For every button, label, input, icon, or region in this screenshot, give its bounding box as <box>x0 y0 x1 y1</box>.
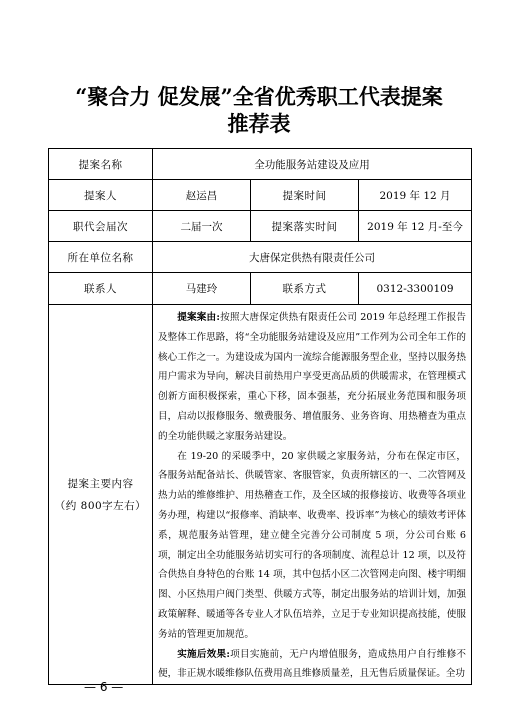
unit-value: 大唐保定供热有限责任公司 <box>153 242 472 273</box>
effect-text: 项目实施前，无户内增值服务，造成热用户自行维修不便，非正规水暖维修队伍费用高且维修质量差，且无售后质量保证。全功 <box>158 648 467 680</box>
proposal-name-label: 提案名称 <box>49 149 153 180</box>
content-body <box>153 305 472 685</box>
row-session <box>49 211 472 242</box>
content-paragraph-3 <box>158 645 466 685</box>
unit-label: 所在单位名称 <box>49 242 153 273</box>
reason-text: 按照大唐保定供热有限责任公司 2019 年总经理工作报告及整体工作思路，将“全功能服务站建设及应用”工作列为公司全年工作的核心工作之一。为建设成为国内一流综合能源服务型企业，坚持以服务热用户需求为导向，解决目前热用户享受更高品质的供暖需求，在管理模式创新方面积极探索，重心下移，固本强基，充分拓展业务范围和服务项目，启动以报修服务、缴费服务、增值服务、业务咨询、用热稽查为重点的全功能供暖之家服务站建设。 <box>158 312 467 442</box>
proposer-value: 赵运昌 <box>153 180 251 211</box>
content-paragraph-2: 在 19-20 的采暖季中，20 家供暖之家服务站，分布在保定市区，各服务站配备站长、供暖管家、客服管家，负责所辖区的一、二次管网及热力站的维修维护、用热稽查工作，及全区域的报修接访、收费等各项业务办理，构建以“报修率、消缺率、收费率、投诉率”为核心的绩效考评体系，规范服务站管理，建立健全完善分公司制度 5 项，分公司台账 6 项，制定出全功能服务站切实可行的各项制度、流程总计 12 项，以及符合供热自身特色的台账 14 项，其中包括小区二次管网走向图、楼宇明细图、小区热用户阀门类型、供暖方式等，制定出服务站的培训计划，加强政策解释、暖通等各专业人才队伍培养，立足于专业知识提高技能，使服务站的管理更加规范。 <box>158 450 467 640</box>
proposal-name-value: 全功能服务站建设及应用 <box>153 149 472 180</box>
reason-heading: 提案案由: <box>177 312 220 323</box>
proposer-label: 提案人 <box>49 180 153 211</box>
row-proposal-name <box>49 149 472 180</box>
page-number: — 6 — <box>84 680 124 694</box>
row-content <box>49 305 472 685</box>
content-label <box>49 305 153 685</box>
page-subtitle: 推荐表 <box>227 111 291 136</box>
contact-label: 联系人 <box>49 273 153 305</box>
implement-time-value: 2019 年 12 月-至今 <box>359 211 472 242</box>
effect-heading: 实施后效果: <box>177 648 230 660</box>
contact-value: 马建玲 <box>153 273 251 305</box>
contact-method-label: 联系方式 <box>251 273 359 305</box>
implement-time-label: 提案落实时间 <box>251 211 359 242</box>
content-label-note: （约 800字左右） <box>54 499 147 512</box>
row-proposer <box>49 180 472 211</box>
proposal-time-label: 提案时间 <box>251 180 359 211</box>
row-unit <box>49 242 472 273</box>
page-title: “聚合力 促发展”全省优秀职工代表提案 <box>75 84 443 109</box>
session-value: 二届一次 <box>153 211 251 242</box>
proposal-form-table <box>48 148 472 685</box>
session-label: 职代会届次 <box>49 211 153 242</box>
row-contact <box>49 273 472 305</box>
proposal-time-value: 2019 年 12 月 <box>359 180 472 211</box>
content-label-title: 提案主要内容 <box>67 477 134 490</box>
content-paragraph-1 <box>158 308 466 447</box>
contact-method-value: 0312-3300109 <box>359 273 472 305</box>
